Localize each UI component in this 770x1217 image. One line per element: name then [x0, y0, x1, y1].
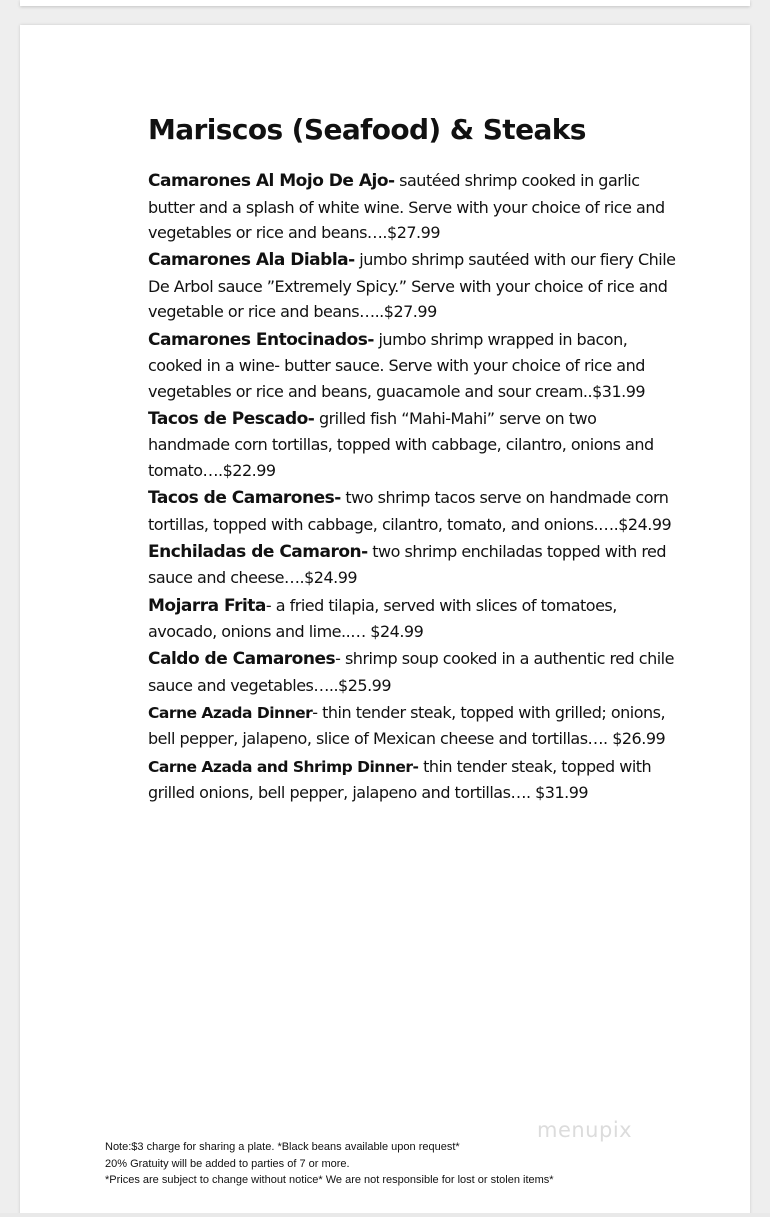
- menupix-watermark: menupix: [537, 1118, 633, 1142]
- item-name: Tacos de Camarones-: [148, 488, 341, 509]
- item-description: - shrimp soup cooked in a authentic red chile sauce and vegetables…..$25.99: [148, 649, 674, 695]
- menu-items-list: [148, 168, 678, 807]
- menu-item: [148, 168, 678, 246]
- item-description: jumbo shrimp sautéed with our fiery Chile De Arbol sauce ”Extremely Spicy.” Serve with your choice of rice and vegetable or rice and beans…..$27.99: [148, 250, 676, 322]
- item-description: two shrimp tacos serve on handmade corn tortillas, topped with cabbage, cilantro, tomato, and onions.….$24.99: [148, 488, 672, 534]
- item-description: two shrimp enchiladas topped with red sauce and cheese….$24.99: [148, 541, 667, 588]
- note-line: Note:$3 charge for sharing a plate. *Black beans available upon request*: [105, 1141, 460, 1153]
- footer-notes: [105, 1139, 554, 1189]
- item-name: Camarones Entocinados-: [148, 329, 374, 350]
- page-title: Mariscos (Seafood) & Steaks: [148, 113, 586, 146]
- item-name: Caldo de Camarones: [148, 649, 336, 670]
- item-name: Camarones Al Mojo De Ajo-: [148, 171, 395, 191]
- item-description: - thin tender steak, topped with grilled; onions, bell pepper, jalapeno, slice of Mexican cheese and tortillas…. $26.99: [148, 702, 666, 749]
- menu-item: [148, 539, 678, 591]
- item-description: grilled fish “Mahi-Mahi” serve on two handmade corn tortillas, topped with cabbage, cilantro, onions and tomato….$22.99: [148, 408, 654, 481]
- menu-item: [148, 327, 678, 405]
- menu-item: [148, 247, 678, 325]
- item-name: Mojarra Frita: [148, 595, 266, 616]
- note-line: *Prices are subject to change without notice* We are not responsible for lost or stolen items*: [105, 1174, 554, 1186]
- bottom-edge: [0, 1213, 770, 1217]
- item-name: Carne Azada Dinner: [148, 703, 313, 722]
- item-description: - a fried tilapia, served with slices of tomatoes, avocado, onions and lime..… $24.99: [148, 595, 617, 642]
- menu-item: [148, 700, 678, 752]
- menu-page: [20, 25, 750, 1217]
- item-name: Enchiladas de Camaron-: [148, 541, 368, 562]
- item-name: Tacos de Pescado-: [148, 408, 315, 429]
- menu-item: [148, 646, 678, 698]
- item-description: sautéed shrimp cooked in garlic butter and a splash of white wine. Serve with your choice of rice and vegetables or rice and beans….$27.99: [148, 171, 665, 243]
- menu-item: [148, 485, 678, 537]
- menu-item: [148, 593, 678, 645]
- previous-page-edge: [20, 0, 750, 6]
- note-line: 20% Gratuity will be added to parties of 7 or more.: [105, 1157, 350, 1170]
- item-description: jumbo shrimp wrapped in bacon, cooked in a wine- butter sauce. Serve with your choice of rice and vegetables or rice and beans, guacamole and sour cream..$31.99: [148, 329, 646, 401]
- menu-item: [148, 406, 678, 484]
- item-name: Carne Azada and Shrimp Dinner-: [148, 757, 419, 776]
- menu-item: [148, 754, 678, 806]
- item-description: thin tender steak, topped with grilled onions, bell pepper, jalapeno and tortillas…. $31.99: [148, 756, 652, 803]
- item-name: Camarones Ala Diabla-: [148, 250, 355, 271]
